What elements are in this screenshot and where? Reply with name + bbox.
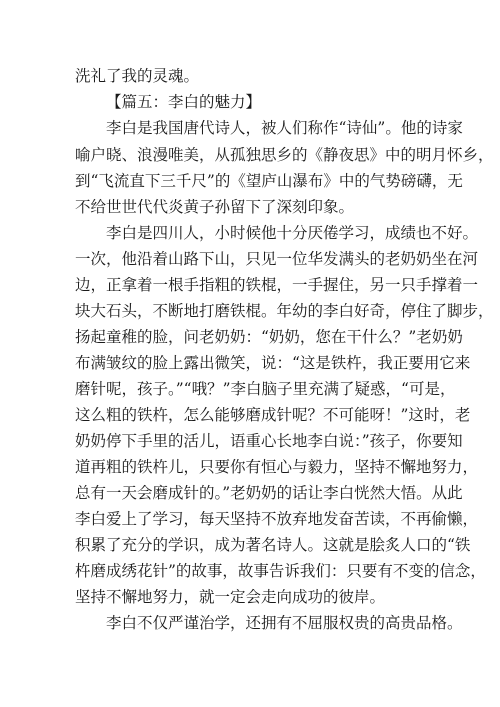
text-line: 坚持不懈地努力，就一定会走向成功的彼岸。: [75, 588, 386, 606]
text-line: 洗礼了我的灵魂。: [75, 67, 200, 85]
text-line: 杵磨成绣花针”的故事，故事告诉我们：只要有不变的信念，: [75, 562, 486, 580]
text-line: 总有一天会磨成针的。”老奶奶的话让李白恍然大悟。从此: [75, 484, 463, 502]
text-line: 这么粗的铁杵，怎么能够磨成针呢？不可能呀！”这时，老: [75, 406, 471, 424]
text-line: 李白爱上了学习，每天坚持不放弃地发奋苦读，不再偷懒，: [75, 510, 479, 528]
text-line: 磨针呢，孩子。”“哦？”李白脑子里充满了疑惑，“可是，: [75, 380, 456, 398]
text-line: 到“飞流直下三千尺”的《望庐山瀑布》中的气势磅礴，无: [75, 172, 463, 190]
text-line: 道再粗的铁杵儿，只要你有恒心与毅力，坚持不懈地努力，: [75, 458, 479, 476]
text-line: 喻户晓、浪漫唯美，从孤独思乡的《静夜思》中的明月怀乡，: [75, 146, 494, 164]
text-line: 李白是我国唐代诗人，被人们称作“诗仙”。他的诗家: [106, 119, 463, 137]
text-line: 布满皱纹的脸上露出微笑，说：“这是铁杵，我正要用它来: [75, 354, 471, 372]
section-heading: 【篇五：李白的魅力】: [106, 93, 262, 111]
text-line: 块大石头，不断地打磨铁棍。年幼的李白好奇，停住了脚步，: [75, 302, 494, 320]
text-line: 一次，他沿着山路下山，只见一位华发满头的老奶奶坐在河: [75, 250, 479, 268]
text-line: 扬起童稚的脸，问老奶奶：“奶奶，您在干什么？”老奶奶: [75, 328, 463, 346]
text-line: 李白不仅严谨治学，还拥有不屈服权贵的高贵品格。: [106, 614, 463, 632]
text-line: 李白是四川人，小时候他十分厌倦学习，成绩也不好。: [106, 224, 479, 242]
text-line: 奶奶停下手里的活儿，语重心长地李白说：”孩子，你要知: [75, 432, 463, 450]
text-line: 积累了充分的学识，成为著名诗人。这就是脍炙人口的“铁: [75, 536, 471, 554]
text-line: 边，正拿着一根手指粗的铁棍，一手握住，另一只手撑着一: [75, 276, 479, 294]
text-line: 不给世世代代炎黄子孙留下了深刻印象。: [75, 198, 355, 216]
